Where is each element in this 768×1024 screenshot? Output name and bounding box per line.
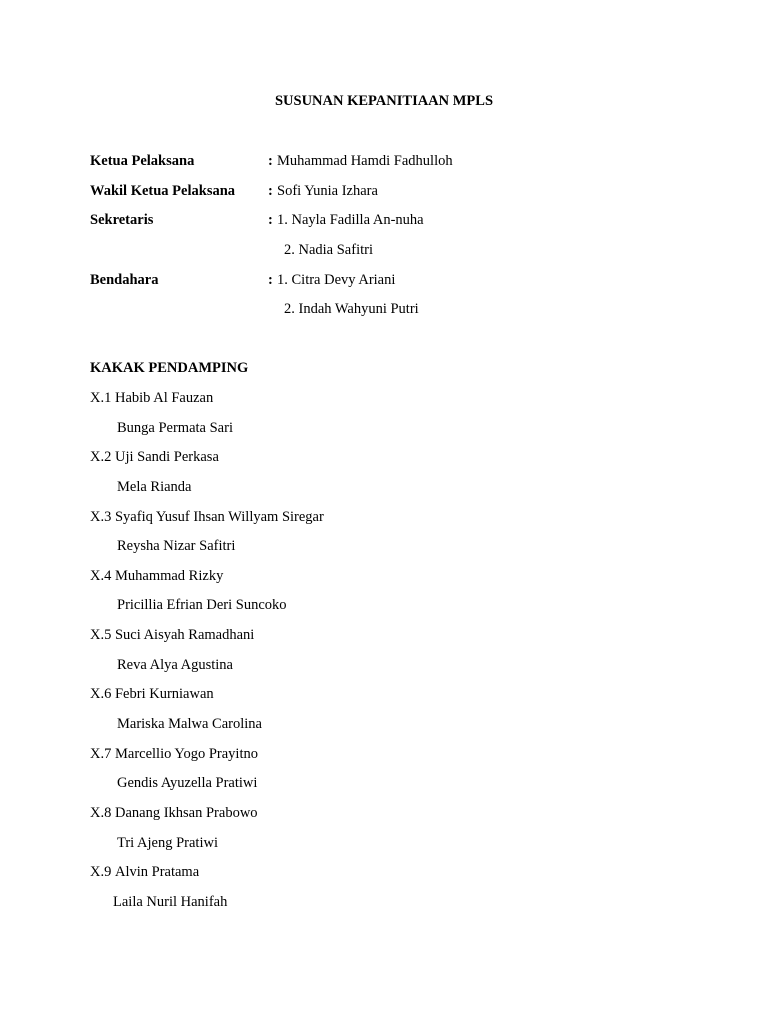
committee-colon: : [268, 182, 273, 199]
committee-role [90, 298, 268, 328]
pendamping-class-row [90, 861, 324, 891]
pendamping-name: Bunga Permata Sari [117, 419, 233, 436]
pendamping-name: Uji Sandi Perkasa [114, 449, 219, 466]
committee-member: Muhammad Hamdi Fadhulloh [277, 153, 453, 169]
committee-role: Bendahara [90, 271, 159, 288]
pendamping-class-row [90, 802, 324, 832]
committee-member: 1. Nayla Fadilla An-nuha [277, 212, 424, 229]
committee-member: 2. Indah Wahyuni Putri [284, 301, 419, 318]
pendamping-class-row [90, 506, 324, 536]
class-label: X.8 [90, 804, 112, 821]
committee-colon: : [268, 271, 273, 288]
pendamping-name: Tri Ajeng Pratiwi [117, 834, 218, 851]
committee-role [90, 239, 268, 269]
pendamping-class-row [90, 446, 324, 476]
committee-row [90, 239, 453, 269]
pendamping-name: Suci Aisyah Ramadhani [114, 627, 255, 644]
pendamping-name: Mela Rianda [117, 478, 192, 495]
class-label: X.5 [90, 627, 112, 644]
class-label: X.6 [90, 686, 112, 703]
pendamping-name: Syafiq Yusuf Ihsan Willyam Siregar [114, 508, 324, 525]
committee-member: 2. Nadia Safitri [284, 242, 373, 259]
class-label: X.9 [90, 864, 112, 881]
pendamping-name: Marcellio Yogo Prayitno [114, 745, 258, 762]
pendamping-name: Laila Nuril Hanifah [113, 893, 228, 910]
pendamping-name: Reysha Nizar Safitri [117, 538, 236, 555]
section-title-kakak-pendamping: KAKAK PENDAMPING [90, 360, 249, 376]
pendamping-name: Gendis Ayuzella Pratiwi [117, 775, 258, 792]
pendamping-class-row [90, 387, 324, 417]
pendamping-class-row [90, 743, 324, 773]
committee-row [90, 298, 453, 328]
pendamping-class-row [90, 683, 324, 713]
committee-list [90, 150, 453, 328]
committee-colon: : [268, 212, 273, 229]
pendamping-class-row [90, 624, 324, 654]
committee-row [90, 180, 453, 210]
class-label: X.2 [90, 449, 112, 466]
class-label: X.1 [90, 390, 112, 406]
pendamping-name: Mariska Malwa Carolina [117, 716, 262, 733]
committee-role: Ketua Pelaksana [90, 153, 195, 169]
committee-row [90, 269, 453, 299]
pendamping-name: Pricillia Efrian Deri Suncoko [117, 597, 287, 614]
class-label: X.3 [90, 508, 112, 525]
committee-member: 1. Citra Devy Ariani [277, 271, 396, 288]
pendamping-name: Reva Alya Agustina [117, 656, 233, 673]
pendamping-name: Alvin Pratama [114, 864, 200, 881]
pendamping-name: Muhammad Rizky [114, 567, 224, 584]
pendamping-list [90, 387, 324, 921]
committee-role: Wakil Ketua Pelaksana [90, 182, 236, 199]
pendamping-class-row [90, 565, 324, 595]
class-label: X.7 [90, 745, 112, 762]
pendamping-name: Febri Kurniawan [114, 686, 214, 703]
committee-colon: : [268, 153, 273, 169]
pendamping-name: Danang Ikhsan Prabowo [114, 804, 258, 821]
page-title: SUSUNAN KEPANITIAAN MPLS [274, 93, 494, 109]
pendamping-name: Habib Al Fauzan [114, 390, 214, 406]
committee-row [90, 209, 453, 239]
committee-role: Sekretaris [90, 212, 154, 229]
committee-member: Sofi Yunia Izhara [277, 182, 378, 199]
committee-row [90, 150, 453, 180]
class-label: X.4 [90, 567, 112, 584]
